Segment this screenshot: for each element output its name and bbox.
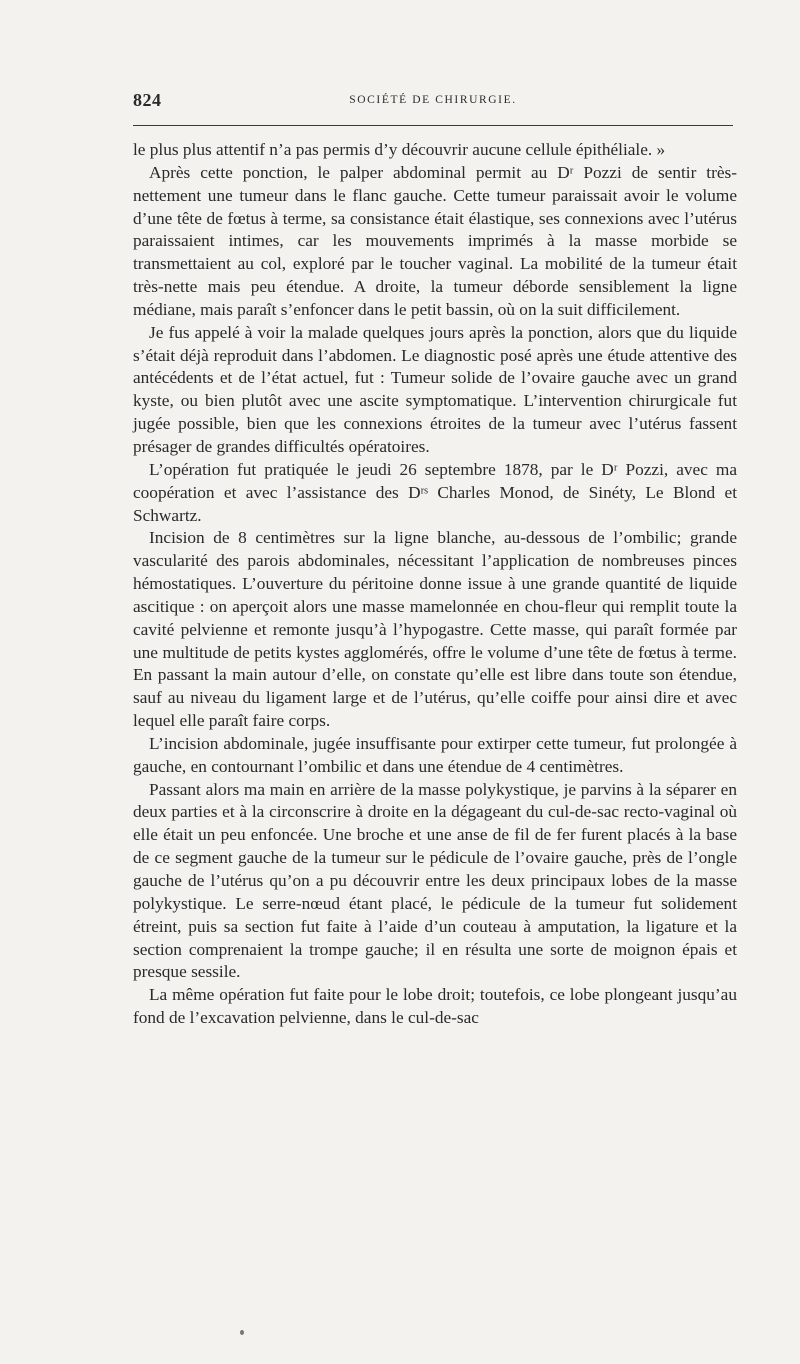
- header-rule: [133, 125, 733, 126]
- paragraph-5: Incision de 8 centimètres sur la ligne blanche, au-dessous de l’ombilic; grande vascularité des parois abdominales, nécessitant l’application de nombreuses pinces hémostatiques. L’ouverture du péritoine donne issue à une grande quantité de liquide ascitique : on aperçoit alors une masse mamelonnée en chou-fleur qui remplit toute la cavité pelvienne et remonte jusqu’à l’hypogastre. Cette masse, qui paraît formée par une multitude de petits kystes agglomérés, offre le volume d’une tête de fœtus à terme. En passant la main autour d’elle, on constate qu’elle est libre dans toute son étendue, sauf au niveau du ligament large et de l’utérus, qu’elle coiffe pour ainsi dire et avec lequel elle paraît faire corps.: [133, 528, 737, 731]
- body-text: [133, 139, 737, 1030]
- paragraph-2: Après cette ponction, le palper abdominal permit au Dʳ Pozzi de sentir très-nettement une tumeur dans le flanc gauche. Cette tumeur paraissait avoir le volume d’une tête de fœtus à terme, sa consistance était élastique, ses connexions avec l’utérus paraissaient intimes, car les mouvements imprimés à la masse morbide se transmettaient au col, exploré par le toucher vaginal. La mobilité de la tumeur était très-nette mais peu étendue. A droite, la tumeur déborde sensiblement la ligne médiane, mais paraît s’enfoncer dans le petit bassin, où on la suit difficilement.: [133, 162, 737, 319]
- paragraph-7: Passant alors ma main en arrière de la masse polykystique, je parvins à la séparer en deux parties et à la circonscrire à droite en la dégageant du cul-de-sac recto-vaginal où elle était un peu enfoncée. Une broche et une anse de fil de fer furent placés à la base de ce segment gauche de la tumeur sur le pédicule de l’ovaire gauche, près de l’ongle gauche de l’utérus qu’on a pu découvrir entre les deux principaux lobes de la masse polykystique. Le serre-nœud étant placé, le pédicule de la tumeur fut solidement étreint, puis sa section fut faite à l’aide d’un couteau à amputation, la ligature et la section comprenaient la trompe gauche; il en résulta une sorte de moignon épais et presque sessile.: [133, 779, 737, 982]
- ink-speck: [240, 1330, 244, 1335]
- paragraph-6: L’incision abdominale, jugée insuffisante pour extirper cette tumeur, fut prolongée à gauche, en contournant l’ombilic et dans une étendue de 4 centimètres.: [133, 733, 737, 776]
- paragraph-8: La même opération fut faite pour le lobe droit; toutefois, ce lobe plongeant jusqu’au fond de l’excavation pelvienne, dans le cul-de-sac: [133, 985, 737, 1028]
- paragraph-4: L’opération fut pratiquée le jeudi 26 septembre 1878, par le Dʳ Pozzi, avec ma coopération et avec l’assistance des Dʳˢ Charles Monod, de Sinéty, Le Blond et Schwartz.: [133, 459, 737, 525]
- running-title: SOCIÉTÉ DE CHIRURGIE.: [349, 94, 517, 106]
- page-number: 824: [133, 90, 162, 110]
- paragraph-3: Je fus appelé à voir la malade quelques jours après la ponction, alors que du liquide s’était déjà reproduit dans l’abdomen. Le diagnostic posé après une étude attentive des antécédents et de l’état actuel, fut : Tumeur solide de l’ovaire gauche avec un grand kyste, ou bien plutôt avec une ascite symptomatique. L’intervention chirurgicale fut jugée possible, bien que les connexions étroites de la tumeur avec l’utérus fassent présager de grandes difficultés opératoires.: [133, 322, 737, 456]
- page-header: [133, 86, 733, 114]
- paragraph-1: le plus plus attentif n’a pas permis d’y découvrir aucune cellule épithéliale. »: [133, 140, 666, 159]
